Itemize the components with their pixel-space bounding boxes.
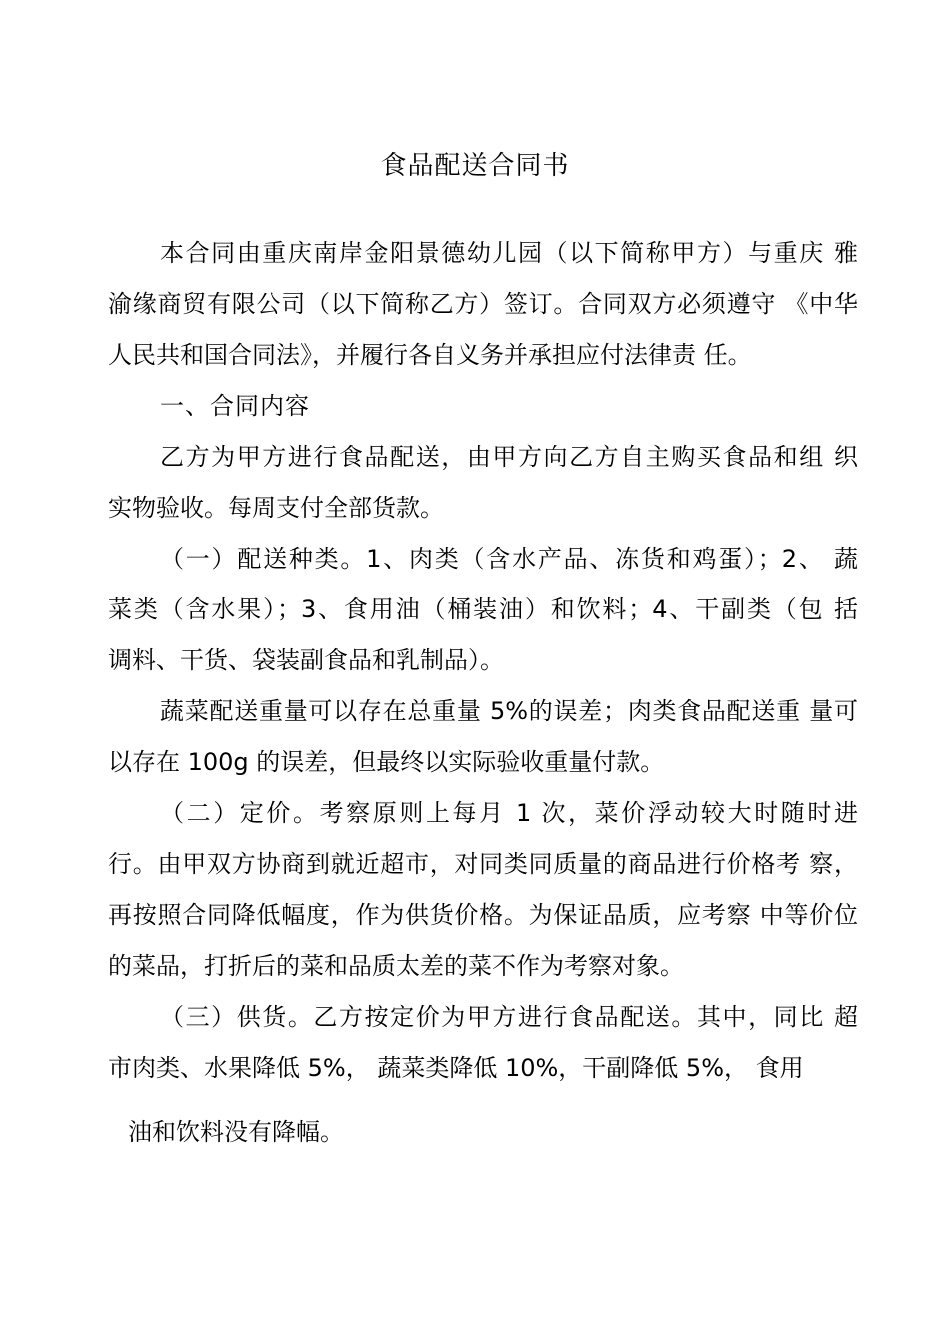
section-heading: 一、合同内容 <box>160 392 310 420</box>
paragraph-line: 油和饮料没有降幅。 <box>128 1118 344 1146</box>
paragraph-line: 本合同由重庆南岸金阳景德幼儿园（以下简称甲方）与重庆 雅 <box>160 239 858 267</box>
paragraph-line: 行。由甲双方协商到就近超市，对同类同质量的商品进行价格考 察， <box>108 850 858 878</box>
paragraph-line: 市肉类、水果降低 5%， 蔬菜类降低 10%，干副降低 5%， 食用 <box>108 1054 804 1082</box>
paragraph-line: 乙方为甲方进行食品配送，由甲方向乙方自主购买食品和组 织 <box>160 443 858 471</box>
paragraph-line: 菜类（含水果）；3、食用油（桶装油）和饮料；4、干副类（包 括 <box>108 595 858 623</box>
paragraph-line: 再按照合同降低幅度，作为供货价格。为保证品质，应考察 中等价位 <box>108 901 858 929</box>
document-title: 食品配送合同书 <box>380 151 570 181</box>
paragraph-line: 实物验收。每周支付全部货款。 <box>108 494 444 522</box>
paragraph-line: （一）配送种类。1、肉类（含水产品、冻货和鸡蛋）；2、 蔬 <box>160 545 858 573</box>
paragraph-line: 人民共和国合同法》，并履行各自义务并承担应付法律责 任。 <box>108 341 752 369</box>
paragraph-line: 的菜品，打折后的菜和品质太差的菜不作为考察对象。 <box>108 952 684 980</box>
paragraph-line: 渝缘商贸有限公司（以下简称乙方）签订。合同双方必须遵守 《中华 <box>108 290 858 318</box>
paragraph-line: 蔬菜配送重量可以存在总重量 5%的误差；肉类食品配送重 量可 <box>160 697 858 725</box>
paragraph-line: （三）供货。乙方按定价为甲方进行食品配送。其中，同比 超 <box>160 1003 858 1031</box>
paragraph-line: 以存在 100g 的误差，但最终以实际验收重量付款。 <box>108 748 665 776</box>
paragraph-line: （二）定价。考察原则上每月 1 次，菜价浮动较大时随时进 <box>160 799 858 827</box>
paragraph-line: 调料、干货、袋装副食品和乳制品）。 <box>108 646 504 674</box>
